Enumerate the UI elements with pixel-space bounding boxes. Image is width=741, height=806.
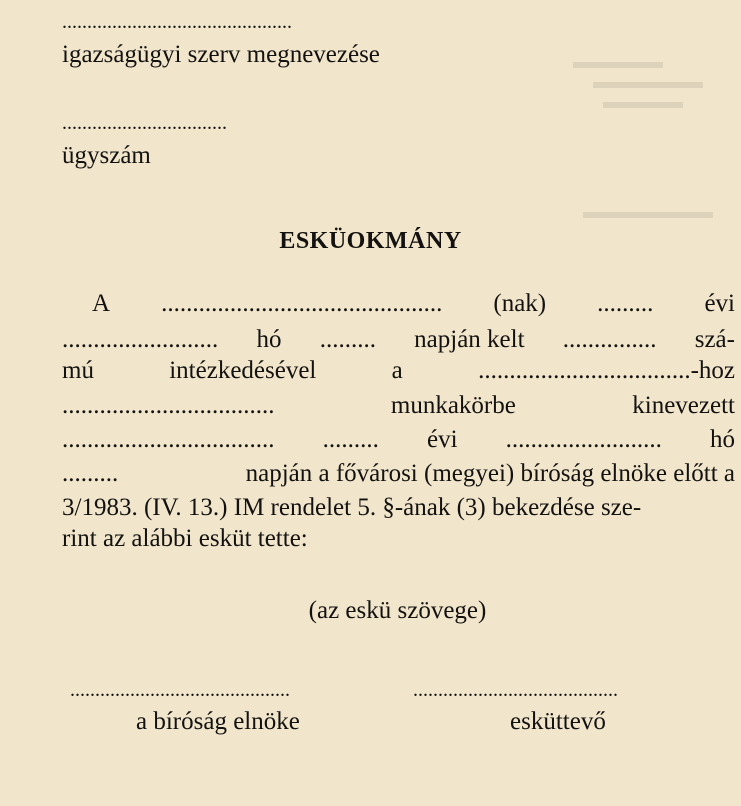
case-number-label: ügyszám — [62, 142, 151, 169]
oath-text-placeholder: (az eskü szövege) — [308, 597, 487, 624]
word-munkakorbe: munkakörbe — [390, 392, 516, 419]
president-label: a bíróság elnöke — [136, 708, 300, 735]
body-line-7 — [62, 492, 735, 524]
word-kinevezett: kinevezett — [632, 392, 735, 419]
bleed-through-text — [563, 62, 723, 232]
word-nak: (nak) — [493, 290, 547, 317]
institution-blank-dots: .................................. — [478, 357, 691, 384]
body-line-8 — [62, 523, 735, 555]
word-evi2: évi — [426, 426, 458, 453]
oath-day-dots: ......... — [62, 460, 119, 487]
word-a: A — [92, 290, 111, 317]
word-ho2: hó — [709, 426, 735, 453]
word-ho: hó — [256, 326, 282, 353]
decree-reference-text: 3/1983. (IV. 13.) IM rendelet 5. §-ának (3) bekezdése sze- — [62, 494, 642, 521]
word-hoz: -hoz — [690, 357, 735, 384]
oath-taken-text: rint az alábbi esküt tette: — [62, 525, 308, 552]
words-napjan-kelt: napján kelt — [414, 326, 525, 353]
oath-month-dots: ......................... — [505, 426, 662, 453]
oath-taker-signature-dots: ......................................... — [413, 679, 618, 701]
month-value-dots: ......... — [319, 326, 376, 353]
org-name-dots: .............................................. — [62, 11, 292, 33]
body-line-5 — [62, 424, 735, 456]
word-sza: szá- — [694, 326, 735, 353]
org-name-label: igazságügyi szerv megnevezése — [62, 41, 380, 68]
word-a2: a — [391, 357, 403, 384]
word-intezkedesevel: intézkedésével — [169, 357, 317, 384]
body-line-1 — [62, 288, 735, 320]
president-signature-dots: ............................................ — [70, 679, 290, 701]
appointee-blank-dots: .................................. — [62, 426, 275, 453]
body-line-6 — [62, 458, 735, 490]
document-title: ESKÜOKMÁNY — [279, 228, 462, 254]
name-blank-dots: ............................................. — [161, 290, 443, 317]
number-blank-dots: ............... — [562, 326, 657, 353]
position-blank-dots: .................................. — [62, 392, 275, 419]
year-blank-dots: ......... — [597, 290, 654, 317]
body-line-4 — [62, 390, 735, 422]
oath-year-dots: ......... — [322, 426, 379, 453]
word-mu: mú — [62, 357, 94, 384]
case-number-dots: ................................. — [62, 112, 227, 134]
body-line-3 — [62, 355, 735, 387]
word-evi: évi — [704, 290, 735, 317]
year-value-dots: ......................... — [62, 326, 219, 353]
body-line-2 — [62, 324, 735, 356]
oath-before-president-text: napján a fővárosi (megyei) bíróság elnöke előtt a — [245, 460, 735, 487]
oath-taker-label: esküttevő — [510, 708, 606, 735]
